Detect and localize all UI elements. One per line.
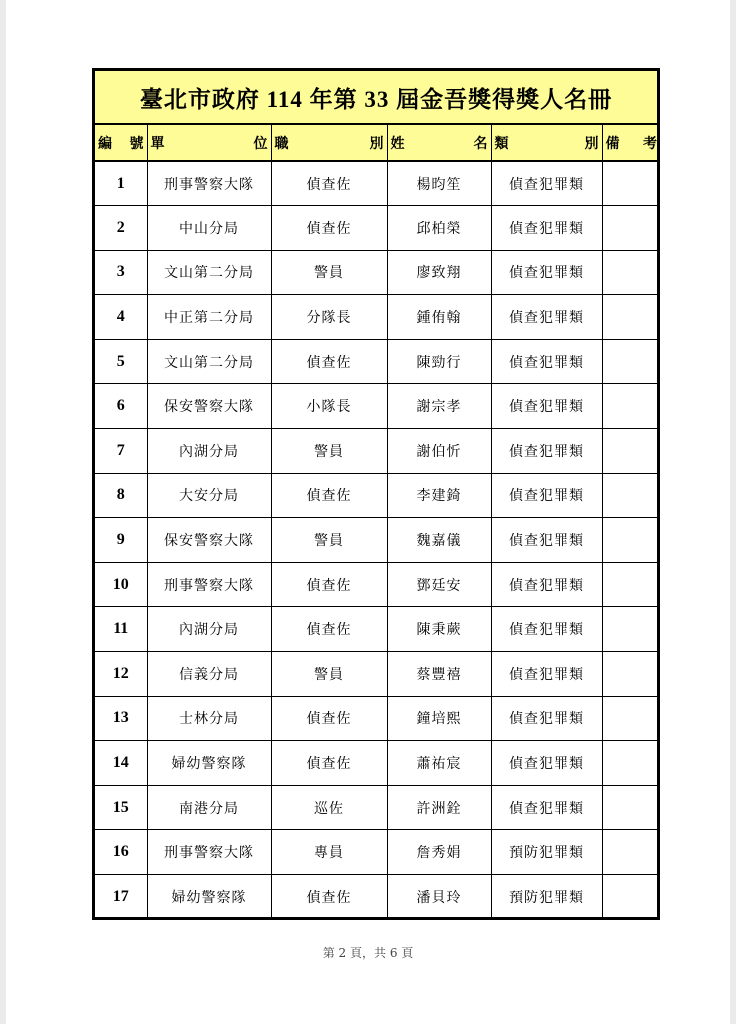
table-row <box>95 652 660 697</box>
cell-category: 偵查犯罪類 <box>491 206 602 251</box>
cell-unit: 中山分局 <box>147 206 271 251</box>
cell-unit: 刑事警察大隊 <box>147 830 271 875</box>
cell-remark <box>602 473 660 518</box>
cell-unit: 中正第二分局 <box>147 295 271 340</box>
cell-no: 5 <box>95 339 147 384</box>
cell-unit: 保安警察大隊 <box>147 518 271 563</box>
cell-rank: 偵查佐 <box>271 339 387 384</box>
cell-rank: 警員 <box>271 518 387 563</box>
table-row <box>95 785 660 830</box>
cell-remark <box>602 384 660 429</box>
cell-name: 詹秀娟 <box>387 830 491 875</box>
cell-category: 偵查犯罪類 <box>491 562 602 607</box>
document-page <box>6 0 730 1024</box>
header-name: 姓 名 <box>387 125 491 161</box>
cell-name: 蔡豐禧 <box>387 652 491 697</box>
roster-table <box>95 125 660 919</box>
cell-name: 邱柏榮 <box>387 206 491 251</box>
cell-remark <box>602 339 660 384</box>
cell-category: 偵查犯罪類 <box>491 696 602 741</box>
cell-remark <box>602 696 660 741</box>
table-row <box>95 741 660 786</box>
table-row <box>95 830 660 875</box>
header-row <box>95 125 660 161</box>
header-remark: 備 考 <box>602 125 660 161</box>
cell-category: 偵查犯罪類 <box>491 161 602 206</box>
cell-name: 李建錡 <box>387 473 491 518</box>
cell-unit: 內湖分局 <box>147 429 271 474</box>
cell-rank: 偵查佐 <box>271 473 387 518</box>
cell-rank: 專員 <box>271 830 387 875</box>
cell-name: 謝宗孝 <box>387 384 491 429</box>
cell-name: 魏嘉儀 <box>387 518 491 563</box>
table-row <box>95 875 660 920</box>
cell-category: 偵查犯罪類 <box>491 295 602 340</box>
cell-unit: 大安分局 <box>147 473 271 518</box>
cell-name: 楊昀笙 <box>387 161 491 206</box>
cell-unit: 內湖分局 <box>147 607 271 652</box>
cell-no: 13 <box>95 696 147 741</box>
cell-no: 3 <box>95 250 147 295</box>
cell-name: 陳秉蕨 <box>387 607 491 652</box>
header-rank: 職 別 <box>271 125 387 161</box>
cell-unit: 信義分局 <box>147 652 271 697</box>
cell-unit: 保安警察大隊 <box>147 384 271 429</box>
cell-remark <box>602 830 660 875</box>
table-row <box>95 518 660 563</box>
cell-remark <box>602 607 660 652</box>
cell-unit: 刑事警察大隊 <box>147 562 271 607</box>
cell-rank: 偵查佐 <box>271 562 387 607</box>
cell-category: 偵查犯罪類 <box>491 250 602 295</box>
table-row <box>95 250 660 295</box>
cell-remark <box>602 785 660 830</box>
table-row <box>95 384 660 429</box>
cell-no: 2 <box>95 206 147 251</box>
cell-remark <box>602 295 660 340</box>
table-row <box>95 206 660 251</box>
document-title: 臺北市政府 114 年第 33 屆金吾獎得獎人名冊 <box>95 71 657 125</box>
cell-unit: 南港分局 <box>147 785 271 830</box>
cell-remark <box>602 741 660 786</box>
cell-remark <box>602 206 660 251</box>
cell-remark <box>602 250 660 295</box>
table-row <box>95 339 660 384</box>
cell-rank: 警員 <box>271 429 387 474</box>
cell-unit: 士林分局 <box>147 696 271 741</box>
cell-name: 潘貝玲 <box>387 875 491 920</box>
cell-rank: 警員 <box>271 250 387 295</box>
cell-unit: 婦幼警察隊 <box>147 741 271 786</box>
cell-no: 6 <box>95 384 147 429</box>
cell-unit: 文山第二分局 <box>147 339 271 384</box>
cell-name: 鍾侑翰 <box>387 295 491 340</box>
header-no: 編 號 <box>95 125 147 161</box>
cell-rank: 偵查佐 <box>271 206 387 251</box>
cell-name: 鐘培熙 <box>387 696 491 741</box>
table-row <box>95 562 660 607</box>
page-number-footer: 第 2 頁，共 6 頁 <box>322 946 414 960</box>
cell-category: 偵查犯罪類 <box>491 339 602 384</box>
cell-rank: 偵查佐 <box>271 741 387 786</box>
cell-no: 15 <box>95 785 147 830</box>
award-roster <box>92 68 660 920</box>
cell-unit: 文山第二分局 <box>147 250 271 295</box>
cell-category: 偵查犯罪類 <box>491 473 602 518</box>
cell-rank: 巡佐 <box>271 785 387 830</box>
cell-rank: 偵查佐 <box>271 607 387 652</box>
cell-no: 8 <box>95 473 147 518</box>
cell-remark <box>602 562 660 607</box>
cell-no: 14 <box>95 741 147 786</box>
cell-rank: 分隊長 <box>271 295 387 340</box>
cell-no: 16 <box>95 830 147 875</box>
cell-category: 偵查犯罪類 <box>491 652 602 697</box>
cell-no: 10 <box>95 562 147 607</box>
cell-category: 偵查犯罪類 <box>491 607 602 652</box>
table-row <box>95 295 660 340</box>
cell-name: 謝伯忻 <box>387 429 491 474</box>
cell-name: 陳勁行 <box>387 339 491 384</box>
cell-rank: 偵查佐 <box>271 161 387 206</box>
header-unit: 單 位 <box>147 125 271 161</box>
cell-name: 鄧廷安 <box>387 562 491 607</box>
cell-name: 許洲銓 <box>387 785 491 830</box>
cell-remark <box>602 161 660 206</box>
cell-category: 預防犯罪類 <box>491 830 602 875</box>
cell-remark <box>602 652 660 697</box>
table-row <box>95 161 660 206</box>
header-category: 類 別 <box>491 125 602 161</box>
cell-rank: 小隊長 <box>271 384 387 429</box>
cell-remark <box>602 875 660 920</box>
table-row <box>95 429 660 474</box>
cell-name: 廖致翔 <box>387 250 491 295</box>
cell-category: 預防犯罪類 <box>491 875 602 920</box>
table-row <box>95 473 660 518</box>
table-row <box>95 607 660 652</box>
cell-rank: 偵查佐 <box>271 696 387 741</box>
cell-no: 7 <box>95 429 147 474</box>
cell-category: 偵查犯罪類 <box>491 785 602 830</box>
cell-name: 蕭祐宸 <box>387 741 491 786</box>
cell-category: 偵查犯罪類 <box>491 384 602 429</box>
cell-category: 偵查犯罪類 <box>491 518 602 563</box>
cell-remark <box>602 518 660 563</box>
cell-unit: 婦幼警察隊 <box>147 875 271 920</box>
cell-no: 9 <box>95 518 147 563</box>
cell-rank: 警員 <box>271 652 387 697</box>
cell-no: 1 <box>95 161 147 206</box>
cell-no: 12 <box>95 652 147 697</box>
cell-category: 偵查犯罪類 <box>491 741 602 786</box>
cell-remark <box>602 429 660 474</box>
cell-no: 11 <box>95 607 147 652</box>
cell-category: 偵查犯罪類 <box>491 429 602 474</box>
cell-unit: 刑事警察大隊 <box>147 161 271 206</box>
table-row <box>95 696 660 741</box>
cell-rank: 偵查佐 <box>271 875 387 920</box>
cell-no: 17 <box>95 875 147 920</box>
cell-no: 4 <box>95 295 147 340</box>
